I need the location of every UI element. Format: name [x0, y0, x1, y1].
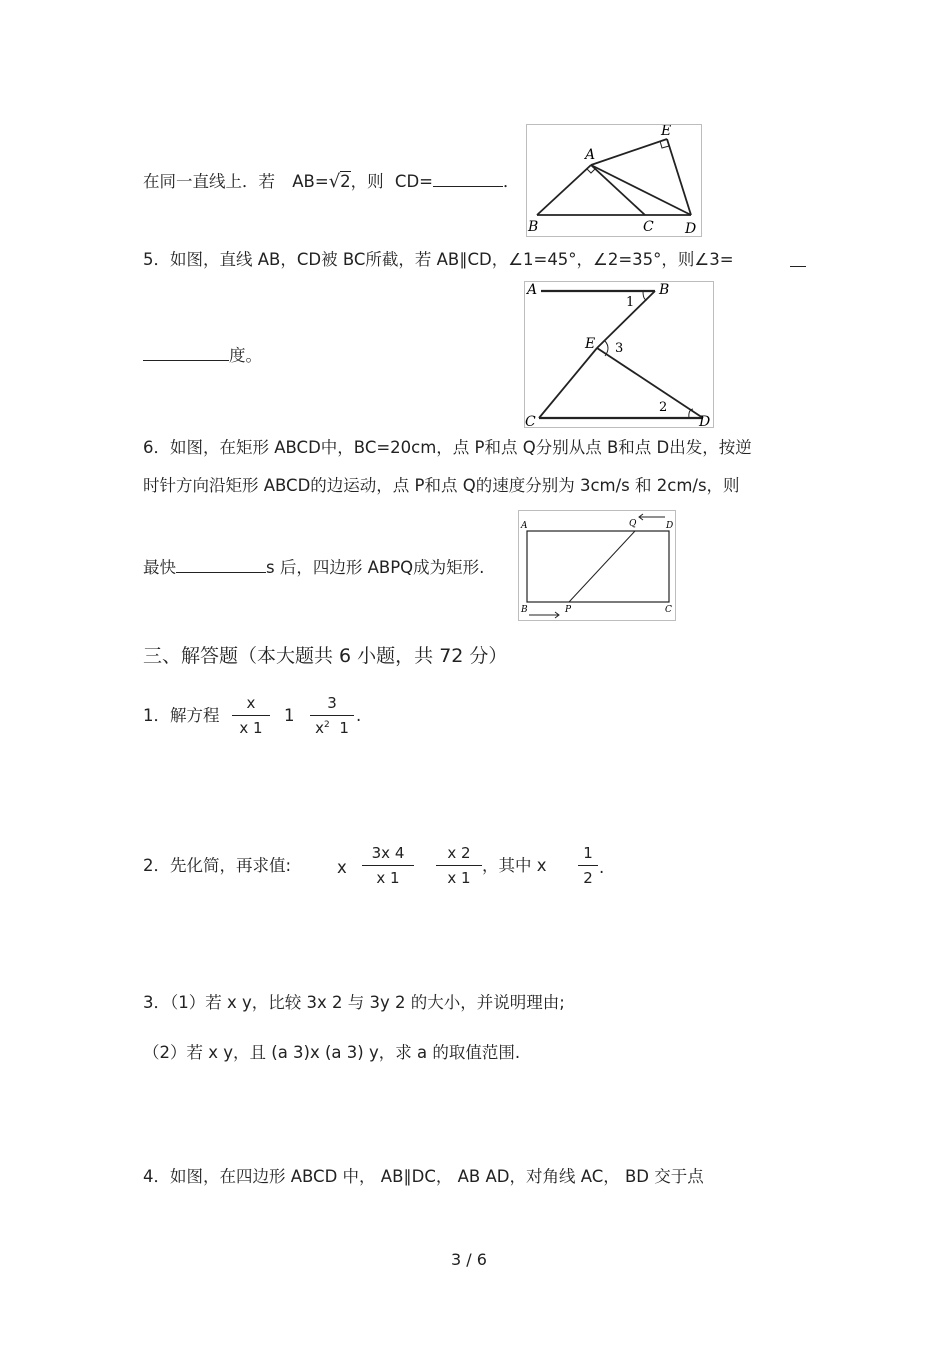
fig2-angle-1: 1 — [626, 295, 635, 310]
fig2-angle-2: 2 — [659, 400, 668, 415]
s2-f3-denominator: 2 — [583, 869, 593, 887]
q4-text-before: 在同一直线上．若 — [143, 172, 275, 191]
s2-f2-denominator: x 1 — [447, 869, 471, 887]
s2-end: . — [599, 858, 605, 877]
s2-f3-numerator: 1 — [583, 844, 593, 862]
s1-end: . — [356, 706, 362, 725]
fig1-label-b: B — [528, 219, 539, 235]
fig3-label-c: C — [665, 605, 672, 615]
fig2-label-c: C — [525, 414, 536, 427]
s2-fraction-3 — [578, 844, 598, 887]
s1-f1-numerator: x — [246, 694, 256, 712]
s2-prefix: 2．先化简，再求值: — [143, 856, 292, 875]
fig2-label-e: E — [585, 336, 596, 352]
s2-where: ，其中 x — [482, 856, 547, 875]
figure-triangles — [526, 124, 702, 237]
s1-f2-den-base: x — [315, 719, 325, 737]
q4-tail-line — [143, 170, 519, 192]
fig1-label-e: E — [661, 125, 672, 139]
q6-line3 — [143, 556, 484, 578]
fig3-label-q: Q — [629, 519, 637, 529]
fig2-label-a: A — [527, 282, 538, 298]
fig2-angle-3: 3 — [615, 341, 624, 356]
figure-triangles-svg — [527, 125, 701, 236]
s2-x: x — [337, 858, 347, 877]
q5-answer-blank[interactable] — [143, 344, 229, 361]
q6-line2: 时针方向沿矩形 ABCD的边运动，点 P和点 Q的速度分别为 3cm/s 和 2cm/s，则 — [143, 476, 740, 495]
s3-line2: （2）若 x y，且 (a 3)x (a 3) y，求 a 的取值范围. — [143, 1043, 521, 1062]
q5-line2-end: 度。 — [229, 346, 262, 365]
figure-parallel-lines — [524, 281, 714, 428]
q5-line2 — [143, 344, 262, 366]
q4-ab: AB= — [292, 172, 329, 191]
sqrt-icon: √ — [328, 171, 341, 192]
q4-sqrt-value: 2 — [340, 172, 351, 191]
fig2-label-d: D — [699, 414, 711, 427]
s1-f2-den-rest: 1 — [339, 719, 349, 737]
s2-f1-denominator: x 1 — [376, 869, 400, 887]
s1-prefix: 1．解方程 — [143, 706, 220, 725]
q4-end: ． — [502, 172, 520, 191]
s1-f2-denominator — [310, 719, 354, 737]
q4-answer-blank[interactable] — [433, 170, 503, 187]
section-3-title: 三、解答题（本大题共 6 小题，共 72 分） — [143, 645, 508, 667]
fig1-label-a: A — [585, 147, 596, 163]
s2-f1-numerator: 3x 4 — [371, 844, 405, 862]
fig3-label-b: B — [521, 605, 528, 615]
s1-f1-denominator: x 1 — [239, 719, 263, 737]
q6-line1: 6．如图，在矩形 ABCD中，BC=20cm，点 P和点 Q分别从点 B和点 D出发，按逆 — [143, 438, 752, 457]
page-number: 3 / 6 — [451, 1250, 487, 1269]
q6-answer-blank[interactable] — [176, 556, 266, 573]
s2-fraction-1 — [362, 844, 414, 887]
q5-blank-tail[interactable] — [790, 266, 806, 267]
s1-fraction-2 — [310, 694, 354, 737]
fig1-label-d: D — [685, 221, 697, 236]
s3-line1: 3．（1）若 x y，比较 3x 2 与 3y 2 的大小，并说明理由; — [143, 993, 565, 1012]
s1-f2-den-exp: 2 — [324, 720, 330, 730]
fig2-label-b: B — [659, 282, 670, 298]
q4-mid: ，则 — [350, 172, 384, 191]
fig3-label-d: D — [666, 521, 674, 531]
q4-cd: CD= — [394, 172, 433, 191]
s2-fraction-2 — [436, 844, 482, 887]
q5-line1: 5．如图，直线 AB，CD被 BC所截，若 AB∥CD，∠1=45°，∠2=35°，则∠3= — [143, 250, 734, 269]
s2-f2-numerator: x 2 — [447, 844, 471, 862]
q6-line3-end: s 后，四边形 ABPQ成为矩形. — [266, 558, 485, 577]
figure-rectangle — [518, 510, 676, 621]
figure-rectangle-svg — [519, 511, 675, 620]
fig3-label-a: A — [521, 521, 528, 531]
s1-fraction-1 — [232, 694, 270, 737]
fig3-label-p: P — [565, 605, 572, 615]
s1-mid: 1 — [284, 706, 295, 725]
s4-line1: 4．如图，在四边形 ABCD 中， AB∥DC， AB AD，对角线 AC， BD 交于点 — [143, 1167, 704, 1186]
q6-line3-start: 最快 — [143, 558, 176, 577]
s1-f2-numerator: 3 — [327, 694, 337, 712]
fig1-label-c: C — [643, 219, 654, 235]
figure-parallel-lines-svg — [525, 282, 713, 427]
